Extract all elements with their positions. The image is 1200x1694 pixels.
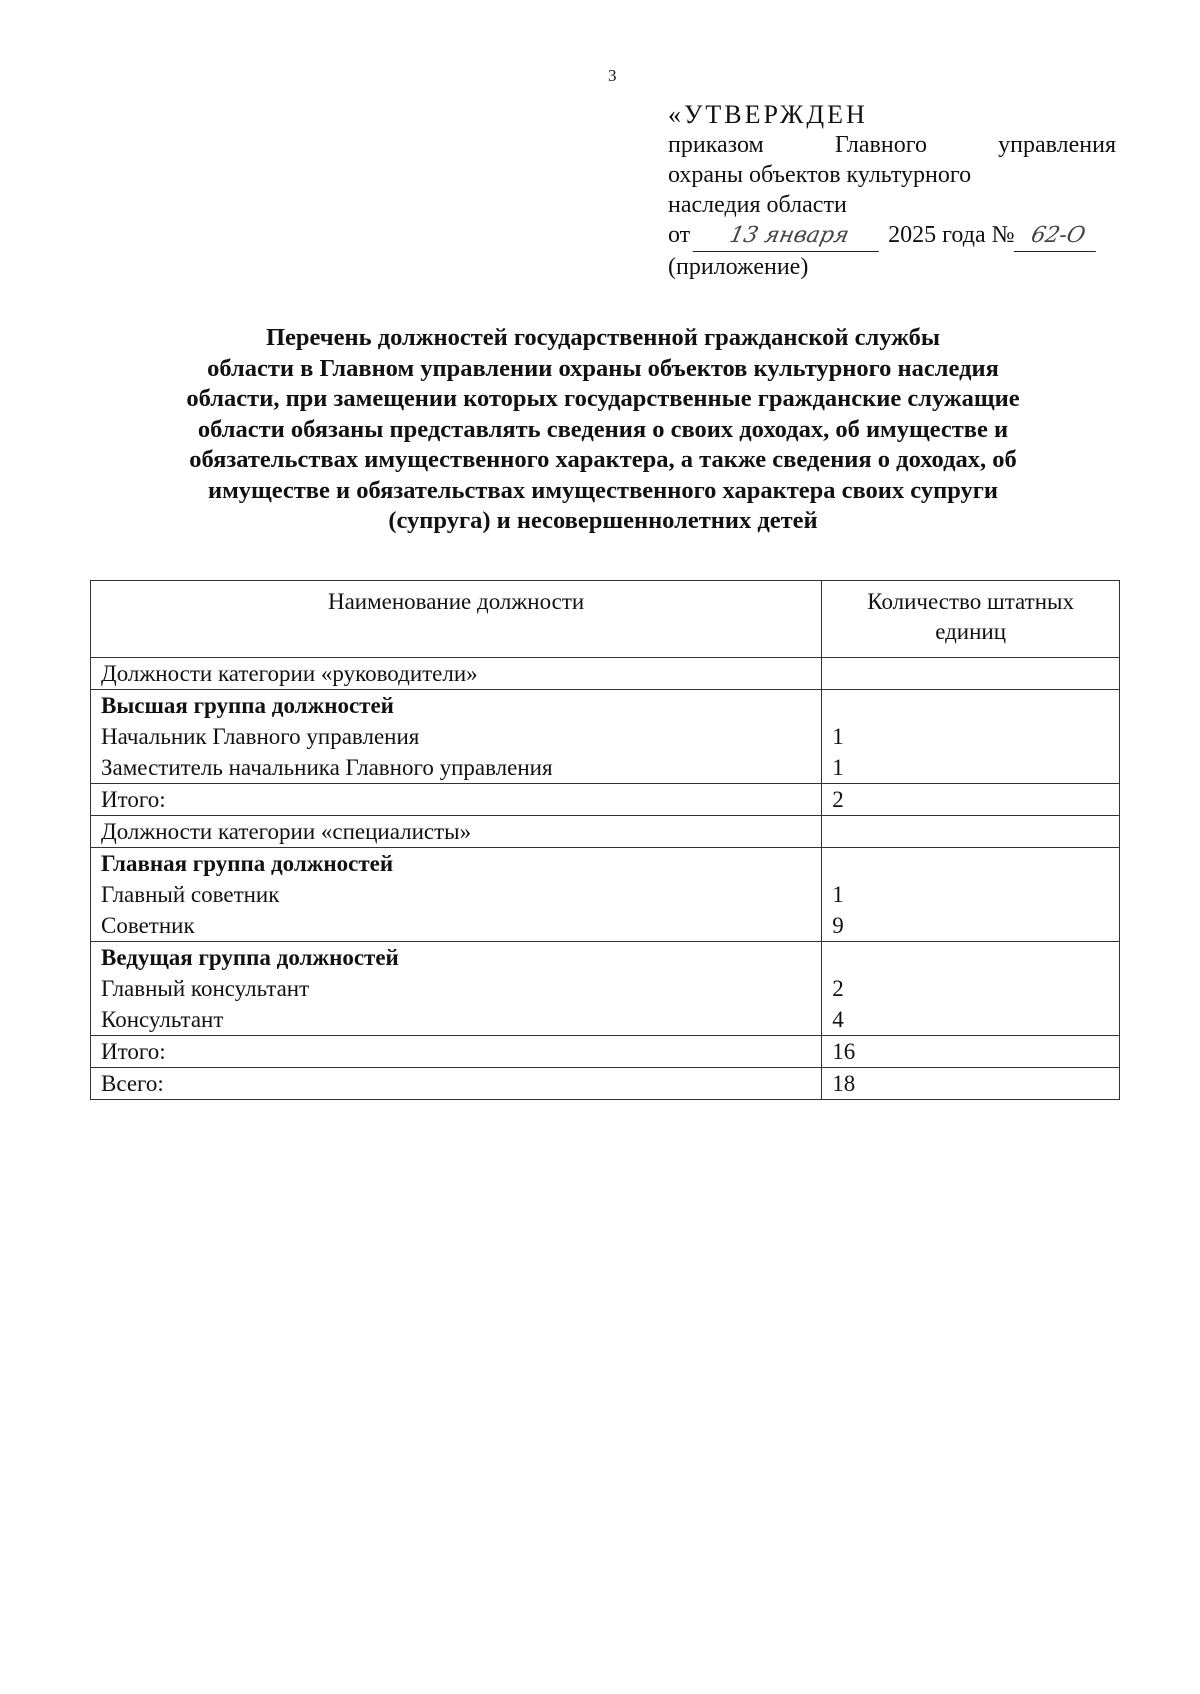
title-line: области обязаны представлять сведения о своих доходах, об имуществе и (197, 415, 1009, 443)
group-main-counts (822, 848, 1120, 942)
approval-line-1: приказом Главного управления (668, 132, 1116, 158)
group-highest (91, 690, 822, 784)
group-leading-counts (822, 942, 1120, 1036)
page-number: 3 (608, 66, 617, 85)
position-name: Заместитель начальника Главного управления (101, 755, 553, 780)
position-count: 1 (832, 755, 844, 780)
approval-appendix: (приложение) (668, 254, 809, 280)
category-specialists: Должности категории «специалисты» (91, 816, 822, 848)
title-line: (супруга) и несовершеннолетних детей (388, 507, 818, 534)
approval-title: «УТВЕРЖДЕН (668, 100, 868, 129)
header-position-name: Наименование должности (91, 581, 822, 658)
category-managers: Должности категории «руководители» (91, 658, 822, 690)
table-row (91, 1036, 1120, 1068)
table-row (91, 816, 1120, 848)
subtotal-label: Итого: (91, 1036, 822, 1068)
subtotal-count: 2 (822, 784, 1120, 816)
table-row (91, 1068, 1120, 1100)
approval-order-line (668, 220, 1116, 252)
total-label: Всего: (91, 1068, 822, 1100)
position-name: Главный консультант (101, 976, 310, 1001)
approval-line-3: наследия области (668, 192, 847, 218)
approval-stamp (668, 100, 1116, 282)
title-line: Перечень должностей государственной гражданской службы (265, 324, 940, 351)
group-title: Ведущая группа должностей (101, 945, 399, 970)
document-title (88, 323, 1118, 537)
subtotal-label: Итого: (91, 784, 822, 816)
position-name: Советник (101, 913, 195, 938)
position-name: Консультант (101, 1007, 224, 1032)
position-name: Начальник Главного управления (101, 724, 420, 749)
subtotal-count: 16 (822, 1036, 1120, 1068)
table-row (91, 658, 1120, 690)
handwritten-date: 13 января (693, 221, 886, 252)
approval-from-label: от (668, 222, 691, 248)
approval-line-2: охраны объектов культурного (668, 162, 972, 188)
position-count: 4 (832, 1007, 844, 1032)
position-count: 1 (832, 724, 844, 749)
group-leading (91, 942, 822, 1036)
handwritten-order-number: 62-О (1013, 221, 1102, 252)
table-header-row (91, 581, 1120, 658)
position-count: 2 (832, 976, 844, 1001)
empty-cell (822, 816, 1120, 848)
position-count: 1 (832, 882, 844, 907)
empty-cell (822, 658, 1120, 690)
table-row (91, 848, 1120, 942)
table-row (91, 784, 1120, 816)
table-row (91, 942, 1120, 1036)
positions-table (90, 580, 1120, 1100)
header-staff-count: Количество штатных единиц (822, 581, 1120, 658)
table-row (91, 690, 1120, 784)
position-name: Главный советник (101, 882, 280, 907)
position-count: 9 (832, 913, 844, 938)
title-line: обязательствах имущественного характера, а также сведения о доходах, об (189, 446, 1017, 473)
title-line: области в Главном управлении охраны объектов культурного наследия (207, 354, 999, 382)
approval-year-text: 2025 года № (888, 222, 1015, 248)
group-title: Главная группа должностей (101, 851, 394, 876)
total-count: 18 (822, 1068, 1120, 1100)
title-line: имуществе и обязательствах имущественного характера своих супруги (207, 476, 999, 504)
title-line: области, при замещении которых государственные гражданские служащие (186, 385, 1020, 412)
group-main (91, 848, 822, 942)
group-title: Высшая группа должностей (101, 693, 394, 718)
group-highest-counts (822, 690, 1120, 784)
